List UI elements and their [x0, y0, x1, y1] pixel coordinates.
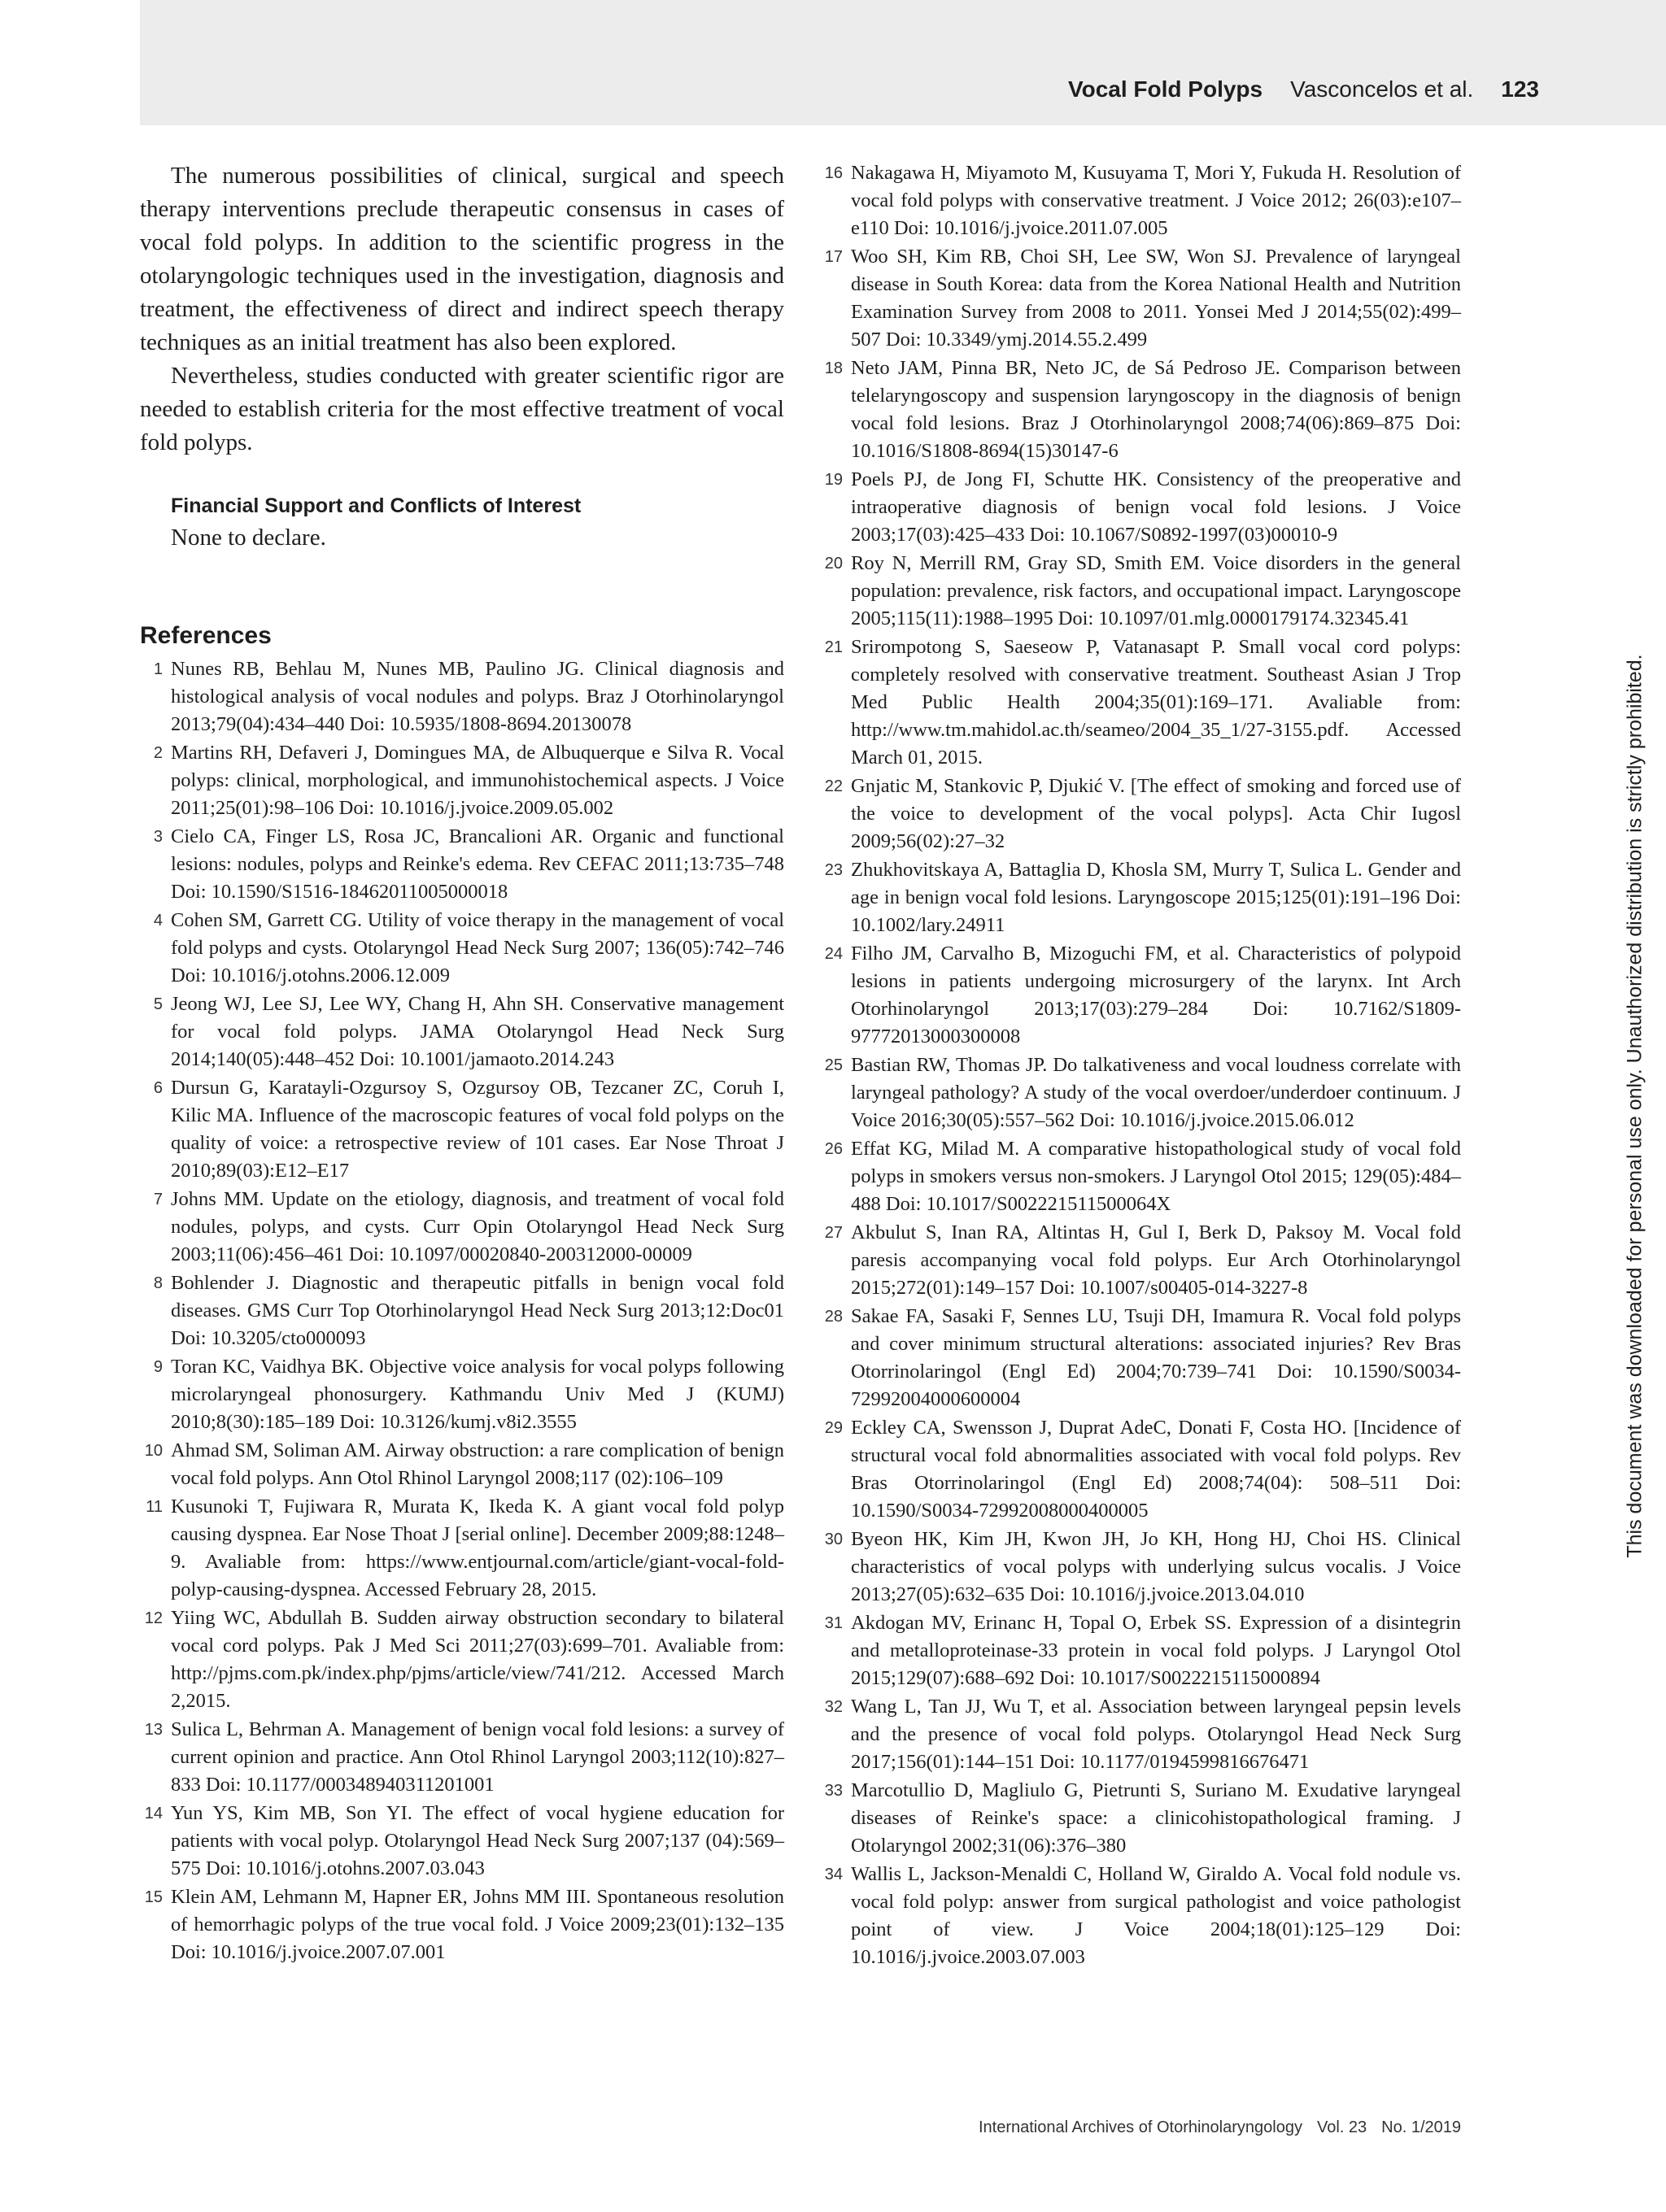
reference-item [820, 1777, 1461, 1860]
reference-text: Bastian RW, Thomas JP. Do talkativeness and vocal loudness correlate with laryngeal pathology? A study of the vocal overdoer/underdoer continuum. J Voice 2016;30(05):557–562 Doi: 10.1016/j.jvoice.2015.06.012 [851, 1054, 1461, 1131]
reference-item [820, 355, 1461, 465]
reference-text: Yiing WC, Abdullah B. Sudden airway obstruction secondary to bilateral vocal cord polyps. Pak J Med Sci 2011;27(03):699–701. Avaliable from: http://pjms.com.pk/index.php/pjms/article/view/741/212. Accessed March 2,2015. [171, 1607, 784, 1712]
header-bar [140, 0, 1666, 125]
download-notice: This document was downloaded for personal use only. Unauthorized distribution is strictly prohibited. [1623, 654, 1646, 1558]
reference-number: 19 [824, 471, 843, 489]
reference-item [820, 1219, 1461, 1302]
reference-text: Eckley CA, Swensson J, Duprat AdeC, Donati F, Costa HO. [Incidence of structural vocal fold abnormalities associated with vocal fold polyps. Rev Bras Otorrinolaringol (Engl Ed) 2008;74(04): 508–511 Doi: 10.1590/S0034-72992008000400005 [851, 1417, 1461, 1522]
reference-text: Bohlender J. Diagnostic and therapeutic pitfalls in benign vocal fold diseases. GMS Curr Top Otorhinolaryngol Head Neck Surg 2013;12:Doc01 Doi: 10.3205/cto000093 [171, 1272, 784, 1349]
reference-number: 22 [824, 777, 843, 795]
footer-number: No. 1/2019 [1381, 2118, 1461, 2136]
reference-number: 1 [153, 660, 163, 678]
running-head-title: Vocal Fold Polyps [1068, 76, 1263, 102]
reference-text: Cohen SM, Garrett CG. Utility of voice therapy in the management of vocal fold polyps and cysts. Otolaryngol Head Neck Surg 2007; 136(05):742–746 Doi: 10.1016/j.otohns.2006.12.009 [171, 909, 784, 986]
reference-number: 24 [824, 945, 843, 963]
reference-number: 4 [153, 912, 163, 930]
reference-item [820, 1526, 1461, 1609]
reference-item [820, 856, 1461, 939]
reference-item [820, 773, 1461, 856]
reference-text: Nakagawa H, Miyamoto M, Kusuyama T, Mori Y, Fukuda H. Resolution of vocal fold polyps with conservative treatment. J Voice 2012; 26(03):e107–e110 Doi: 10.1016/j.jvoice.2011.07.005 [851, 162, 1461, 239]
reference-list-right [820, 159, 1461, 1971]
reference-item [140, 991, 784, 1073]
reference-item [820, 1861, 1461, 1971]
reference-text: Martins RH, Defaveri J, Domingues MA, de Albuquerque e Silva R. Vocal polyps: clinical, morphological, and immunohistochemical aspects. J Voice 2011;25(01):98–106 Doi: 10.1016/j.jvoice.2009.05.002 [171, 742, 784, 819]
reference-text: Filho JM, Carvalho B, Mizoguchi FM, et al. Characteristics of polypoid lesions in patients undergoing microsurgery of the larynx. Int Arch Otorhinolaryngol 2013;17(03):279–284 Doi: 10.7162/S1809-97772013000300008 [851, 943, 1461, 1047]
running-head-authors: Vasconcelos et al. [1290, 76, 1474, 102]
reference-number: 34 [824, 1866, 843, 1883]
reference-number: 23 [824, 861, 843, 879]
reference-text: Yun YS, Kim MB, Son YI. The effect of vocal hygiene education for patients with vocal polyp. Otolaryngol Head Neck Surg 2007;137 (04):569–575 Doi: 10.1016/j.otohns.2007.03.043 [171, 1802, 784, 1879]
reference-number: 3 [153, 828, 163, 846]
reference-item [140, 1883, 784, 1966]
reference-list-left [140, 655, 784, 1966]
reference-number: 8 [153, 1274, 163, 1292]
reference-item [140, 823, 784, 906]
reference-number: 14 [144, 1805, 163, 1822]
reference-item [140, 1800, 784, 1883]
reference-number: 33 [824, 1782, 843, 1800]
reference-text: Marcotullio D, Magliulo G, Pietrunti S, Suriano M. Exudative laryngeal diseases of Reinke's space: a clinicohistopathological framing. J Otolaryngol 2002;31(06):376–380 [851, 1779, 1461, 1857]
reference-text: Srirompotong S, Saeseow P, Vatanasapt P. Small vocal cord polyps: completely resolved with conservative treatment. Southeast Asian J Trop Med Public Health 2004;35(01):169–171. Avaliable from: http://www.tm.mahidol.ac.th/seameo/2004_35_1/27-3155.pdf. Accessed March 01, 2015. [851, 636, 1461, 769]
financial-support-heading: Financial Support and Conflicts of Interest [171, 494, 582, 517]
reference-text: Woo SH, Kim RB, Choi SH, Lee SW, Won SJ. Prevalence of laryngeal disease in South Korea: data from the Korea National Health and Nutrition Examination Survey from 2008 to 2011. Yonsei Med J 2014;55(02):499–507 Doi: 10.3349/ymj.2014.55.2.499 [851, 246, 1461, 351]
reference-number: 27 [824, 1224, 843, 1242]
reference-text: Akdogan MV, Erinanc H, Topal O, Erbek SS. Expression of a disintegrin and metalloproteinase-33 protein in vocal fold polyps. J Laryngol Otol 2015;129(07):688–692 Doi: 10.1017/S0022215115000894 [851, 1612, 1461, 1689]
reference-number: 6 [153, 1079, 163, 1097]
reference-number: 5 [153, 995, 163, 1013]
reference-number: 9 [153, 1358, 163, 1376]
reference-item [140, 1493, 784, 1604]
reference-item [820, 1052, 1461, 1134]
reference-item [140, 1605, 784, 1715]
reference-item [140, 1353, 784, 1436]
reference-item [820, 466, 1461, 549]
reference-text: Klein AM, Lehmann M, Hapner ER, Johns MM III. Spontaneous resolution of hemorrhagic polyps of the true vocal fold. J Voice 2009;23(01):132–135 Doi: 10.1016/j.jvoice.2007.07.001 [171, 1886, 784, 1963]
reference-number: 29 [824, 1419, 843, 1437]
reference-number: 26 [824, 1140, 843, 1158]
reference-text: Sulica L, Behrman A. Management of benign vocal fold lesions: a survey of current opinion and practice. Ann Otol Rhinol Laryngol 2003;112(10):827–833 Doi: 10.1177/000348940311201001 [171, 1718, 784, 1796]
reference-number: 20 [824, 555, 843, 573]
reference-number: 28 [824, 1308, 843, 1326]
reference-number: 31 [824, 1614, 843, 1632]
reference-item [140, 907, 784, 990]
reference-text: Ahmad SM, Soliman AM. Airway obstruction: a rare complication of benign vocal fold polyps. Ann Otol Rhinol Laryngol 2008;117 (02):106–109 [171, 1439, 784, 1489]
reference-number: 25 [824, 1056, 843, 1074]
reference-item [820, 634, 1461, 772]
reference-text: Effat KG, Milad M. A comparative histopathological study of vocal fold polyps in smokers versus non-smokers. J Laryngol Otol 2015; 129(05):484–488 Doi: 10.1017/S002221511500064X [851, 1138, 1461, 1215]
right-column [820, 159, 1461, 1972]
reference-number: 30 [824, 1531, 843, 1548]
reference-text: Zhukhovitskaya A, Battaglia D, Khosla SM, Murry T, Sulica L. Gender and age in benign vocal fold lesions. Laryngoscope 2015;125(01):191–196 Doi: 10.1002/lary.24911 [851, 859, 1461, 936]
reference-item [820, 1414, 1461, 1525]
reference-item [820, 1303, 1461, 1413]
reference-text: Roy N, Merrill RM, Gray SD, Smith EM. Voice disorders in the general population: prevalence, risk factors, and occupational impact. Laryngoscope 2005;115(11):1988–1995 Doi: 10.1097/01.mlg.0000179174.32345.41 [851, 552, 1461, 629]
reference-item [140, 1074, 784, 1185]
body-paragraph: The numerous possibilities of clinical, surgical and speech therapy interventions preclude therapeutic consensus in cases of vocal fold polyps. In addition to the scientific progress in the otolaryngologic techniques used in the investigation, diagnosis and treatment, the effectiveness of direct and indirect speech therapy techniques as an initial treatment has also been explored. [140, 163, 784, 355]
reference-text: Johns MM. Update on the etiology, diagnosis, and treatment of vocal fold nodules, polyps, and cysts. Curr Opin Otolaryngol Head Neck Surg 2003;11(06):456–461 Doi: 10.1097/00020840-200312000-00009 [171, 1188, 784, 1265]
reference-item [140, 655, 784, 738]
reference-text: Cielo CA, Finger LS, Rosa JC, Brancalioni AR. Organic and functional lesions: nodules, polyps and Reinke's edema. Rev CEFAC 2011;13:735–748 Doi: 10.1590/S1516-18462011005000018 [171, 825, 784, 903]
financial-support-text: None to declare. [171, 525, 326, 551]
reference-text: Sakae FA, Sasaki F, Sennes LU, Tsuji DH, Imamura R. Vocal fold polyps and cover minimum structural alterations: associated injuries? Rev Bras Otorrinolaringol (Engl Ed) 2004;70:739–741 Doi: 10.1590/S0034-72992004000600004 [851, 1305, 1461, 1410]
reference-number: 18 [824, 359, 843, 377]
reference-item [820, 1135, 1461, 1218]
reference-text: Poels PJ, de Jong FI, Schutte HK. Consistency of the preoperative and intraoperative diagnosis of benign vocal fold lesions. J Voice 2003;17(03):425–433 Doi: 10.1067/S0892-1997(03)00010-9 [851, 468, 1461, 546]
reference-item [820, 243, 1461, 354]
reference-text: Wang L, Tan JJ, Wu T, et al. Association between laryngeal pepsin levels and the presence of vocal fold polyps. Otolaryngol Head Neck Surg 2017;156(01):144–151 Doi: 10.1177/0194599816676471 [851, 1696, 1461, 1773]
reference-number: 2 [153, 744, 163, 762]
financial-support-section [140, 490, 784, 555]
reference-number: 10 [144, 1442, 163, 1460]
reference-text: Toran KC, Vaidhya BK. Objective voice analysis for vocal polyps following microlaryngeal phonosurgery. Kathmandu Univ Med J (KUMJ) 2010;8(30):185–189 Doi: 10.3126/kumj.v8i2.3555 [171, 1356, 784, 1433]
reference-text: Jeong WJ, Lee SJ, Lee WY, Chang H, Ahn SH. Conservative management for vocal fold polyps. JAMA Otolaryngol Head Neck Surg 2014;140(05):448–452 Doi: 10.1001/jamaoto.2014.243 [171, 993, 784, 1070]
reference-text: Nunes RB, Behlau M, Nunes MB, Paulino JG. Clinical diagnosis and histological analysis of vocal nodules and polyps. Braz J Otorhinolaryngol 2013;79(04):434–440 Doi: 10.5935/1808-8694.20130078 [171, 658, 784, 735]
reference-number: 7 [153, 1191, 163, 1208]
reference-item [140, 1437, 784, 1492]
reference-item [140, 1269, 784, 1352]
reference-item [820, 550, 1461, 633]
reference-number: 17 [824, 248, 843, 266]
reference-item [140, 1716, 784, 1799]
reference-text: Byeon HK, Kim JH, Kwon JH, Jo KH, Hong HJ, Choi HS. Clinical characteristics of vocal polyps with underlying sulcus vocalis. J Voice 2013;27(05):632–635 Doi: 10.1016/j.jvoice.2013.04.010 [851, 1528, 1461, 1605]
reference-item [820, 159, 1461, 242]
page-number: 123 [1501, 76, 1539, 102]
reference-number: 16 [824, 164, 843, 182]
reference-item [820, 1693, 1461, 1776]
reference-item [820, 1609, 1461, 1692]
reference-item [820, 940, 1461, 1051]
references-heading: References [140, 622, 272, 649]
reference-number: 11 [146, 1498, 163, 1516]
reference-text: Wallis L, Jackson-Menaldi C, Holland W, Giraldo A. Vocal fold nodule vs. vocal fold polyp: answer from surgical pathologist and voice pathologist point of view. J Voice 2004;18(01):125–129 Doi: 10.1016/j.jvoice.2003.07.003 [851, 1863, 1461, 1968]
body-paragraph: Nevertheless, studies conducted with greater scientific rigor are needed to establish criteria for the most effective treatment of vocal fold polyps. [140, 363, 784, 455]
reference-number: 13 [144, 1721, 163, 1739]
reference-number: 12 [144, 1609, 163, 1627]
reference-number: 32 [824, 1698, 843, 1716]
reference-number: 15 [144, 1888, 163, 1906]
reference-text: Akbulut S, Inan RA, Altintas H, Gul I, Berk D, Paksoy M. Vocal fold paresis accompanying vocal fold polyps. Eur Arch Otorhinolaryngol 2015;272(01):149–157 Doi: 10.1007/s00405-014-3227-8 [851, 1221, 1461, 1299]
reference-text: Kusunoki T, Fujiwara R, Murata K, Ikeda K. A giant vocal fold polyp causing dyspnea. Ear Nose Thoat J [serial online]. December 2009;88:1248–9. Avaliable from: https://www.entjournal.com/article/giant-vocal-fold-polyp-causing-dyspnea. Accessed February 28, 2015. [171, 1496, 784, 1600]
footer-volume: Vol. 23 [1316, 2118, 1367, 2136]
reference-number: 21 [824, 638, 843, 656]
footer-journal: International Archives of Otorhinolaryngology [978, 2118, 1302, 2136]
reference-text: Neto JAM, Pinna BR, Neto JC, de Sá Pedroso JE. Comparison between telelaryngoscopy and suspension laryngoscopy in the diagnosis of benign vocal fold lesions. Braz J Otorhinolaryngol 2008;74(06):869–875 Doi: 10.1016/S1808-8694(15)30147-6 [851, 357, 1461, 462]
page-footer [979, 2116, 1461, 2139]
reference-item [140, 739, 784, 822]
reference-text: Dursun G, Karatayli-Ozgursoy S, Ozgursoy OB, Tezcaner ZC, Coruh I, Kilic MA. Influence of the macroscopic features of vocal fold polyps on the quality of voice: a retrospective review of 101 cases. Ear Nose Throat J 2010;89(03):E12–E17 [171, 1077, 784, 1182]
running-head [1068, 75, 1539, 104]
reference-text: Gnjatic M, Stankovic P, Djukić V. [The effect of smoking and forced use of the voice to development of the vocal polyps]. Acta Chir Iugosl 2009;56(02):27–32 [851, 775, 1461, 852]
reference-item [140, 1186, 784, 1269]
left-column [140, 159, 784, 1967]
